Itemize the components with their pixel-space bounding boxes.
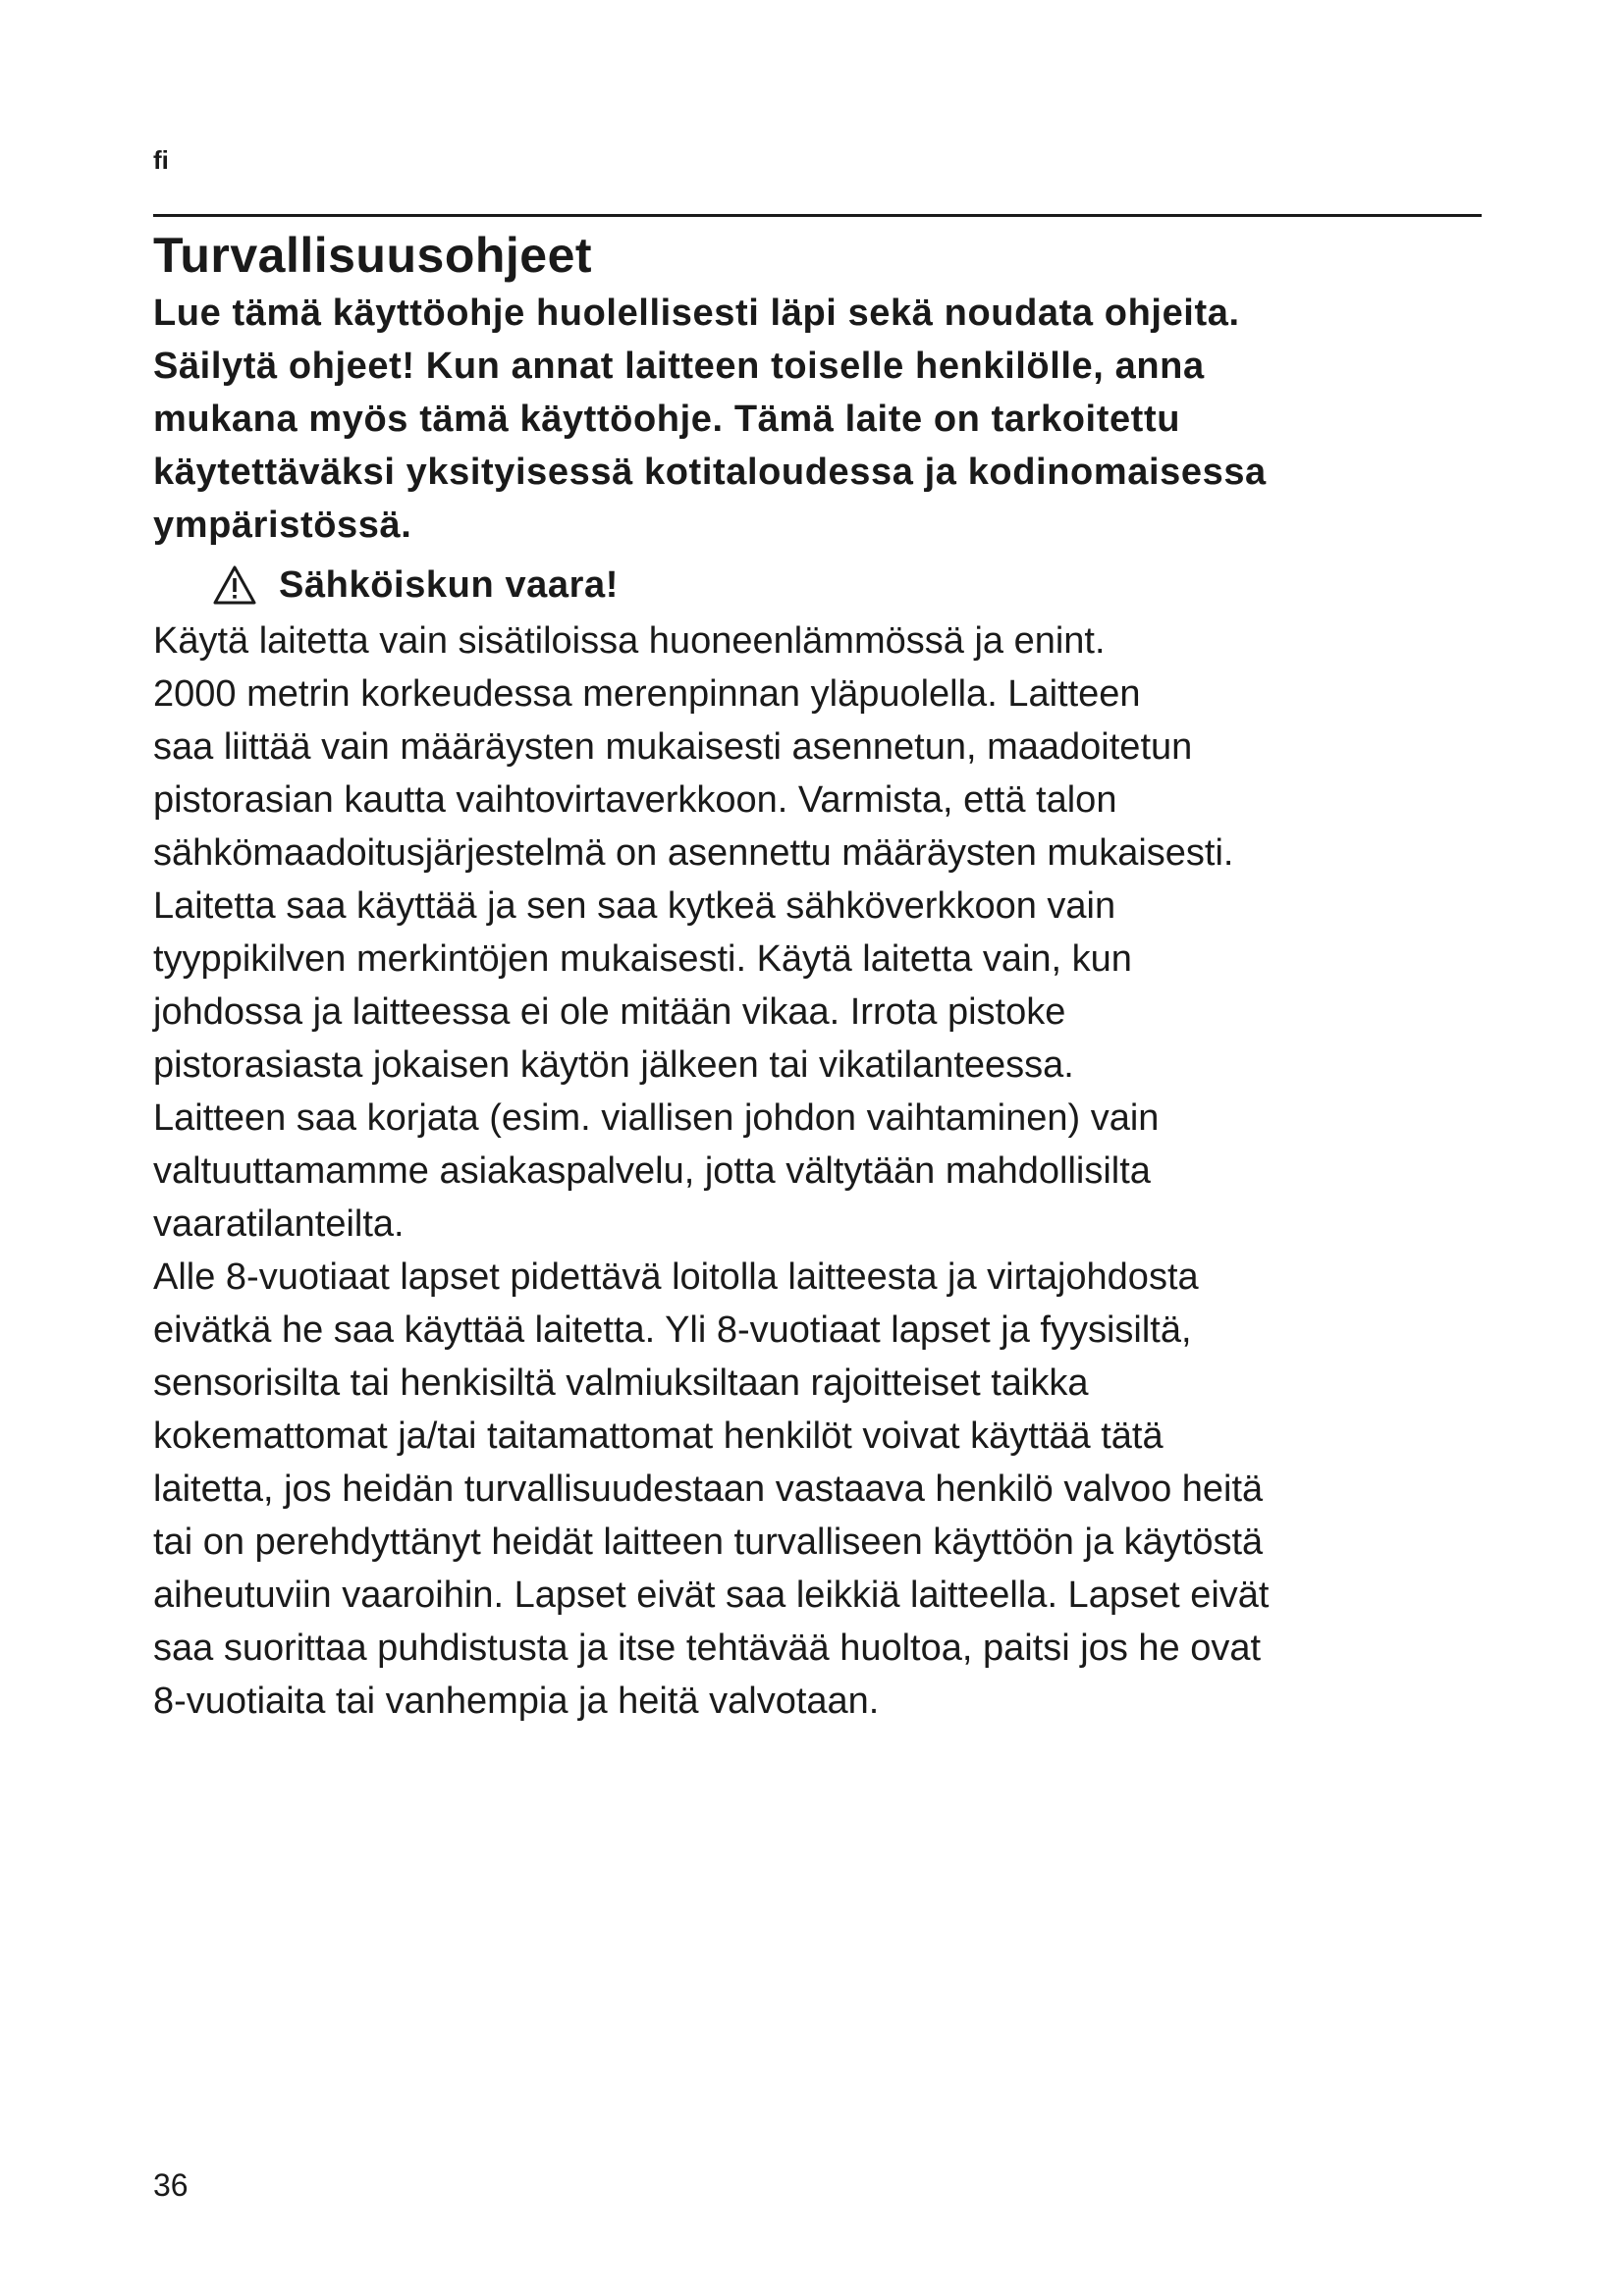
body-line: Laitteen saa korjata (esim. viallisen johdon vaihtaminen) vain <box>153 1097 1160 1139</box>
warning-label: Sähköiskun vaara! <box>279 563 620 606</box>
body-line: aiheutuviin vaaroihin. Lapset eivät saa leikkiä laitteella. Lapset eivät <box>153 1575 1270 1616</box>
body-line: johdossa ja laitteessa ei ole mitään vikaa. Irrota pistoke <box>153 991 1066 1033</box>
intro-line: ympäristössä. <box>153 505 412 546</box>
body-line: tyyppikilven merkintöjen mukaisesti. Käytä laitetta vain, kun <box>153 938 1132 980</box>
intro-line: käytettäväksi yksityisessä kotitaloudessa ja kodinomaisessa <box>153 452 1267 493</box>
section-title: Turvallisuusohjeet <box>153 228 593 283</box>
body-line: laitetta, jos heidän turvallisuudestaan vastaava henkilö valvoo heitä <box>153 1468 1264 1510</box>
body-line: kokemattomat ja/tai taitamattomat henkilöt voivat käyttää tätä <box>153 1415 1164 1457</box>
body-line: saa suorittaa puhdistusta ja itse tehtävää huoltoa, paitsi jos he ovat <box>153 1628 1262 1669</box>
body-line: saa liittää vain määräysten mukaisesti asennetun, maadoitetun <box>153 726 1193 768</box>
intro-paragraph <box>153 287 1528 552</box>
language-code: fi <box>153 145 169 175</box>
body-line: eivätkä he saa käyttää laitetta. Yli 8-vuotiaat lapset ja fyysisiltä, <box>153 1309 1192 1351</box>
body-line: vaaratilanteilta. <box>153 1203 405 1245</box>
body-line: valtuuttamamme asiakaspalvelu, jotta vältytään mahdollisilta <box>153 1150 1151 1192</box>
body-line: pistorasiasta jokaisen käytön jälkeen tai vikatilanteessa. <box>153 1044 1074 1086</box>
body-line: tai on perehdyttänyt heidät laitteen turvalliseen käyttöön ja käytöstä <box>153 1522 1264 1563</box>
warning-body <box>153 614 1528 1728</box>
intro-line: Lue tämä käyttöohje huolellisesti läpi sekä noudata ohjeita. <box>153 293 1240 334</box>
warning-triangle-icon <box>212 564 257 606</box>
intro-line: Säilytä ohjeet! Kun annat laitteen toiselle henkilölle, anna <box>153 346 1205 387</box>
header-divider <box>153 214 1482 217</box>
body-line: Laitetta saa käyttää ja sen saa kytkeä sähköverkkoon vain <box>153 885 1116 927</box>
warning-heading <box>153 556 1528 614</box>
safety-section <box>153 224 1528 1728</box>
body-line: 8-vuotiaita tai vanhempia ja heitä valvotaan. <box>153 1681 880 1722</box>
body-line: sähkömaadoitusjärjestelmä on asennettu määräysten mukaisesti. <box>153 832 1234 874</box>
page-number: 36 <box>153 2167 189 2203</box>
body-line: Käytä laitetta vain sisätiloissa huoneenlämmössä ja enint. <box>153 620 1106 662</box>
body-line: sensorisilta tai henkisiltä valmiuksiltaan rajoitteiset taikka <box>153 1362 1089 1404</box>
body-line: Alle 8-vuotiaat lapset pidettävä loitolla laitteesta ja virtajohdosta <box>153 1256 1199 1298</box>
body-line: pistorasian kautta vaihtovirtaverkkoon. Varmista, että talon <box>153 779 1117 821</box>
intro-line: mukana myös tämä käyttöohje. Tämä laite on tarkoitettu <box>153 399 1181 440</box>
body-line: 2000 metrin korkeudessa merenpinnan yläpuolella. Laitteen <box>153 673 1141 715</box>
